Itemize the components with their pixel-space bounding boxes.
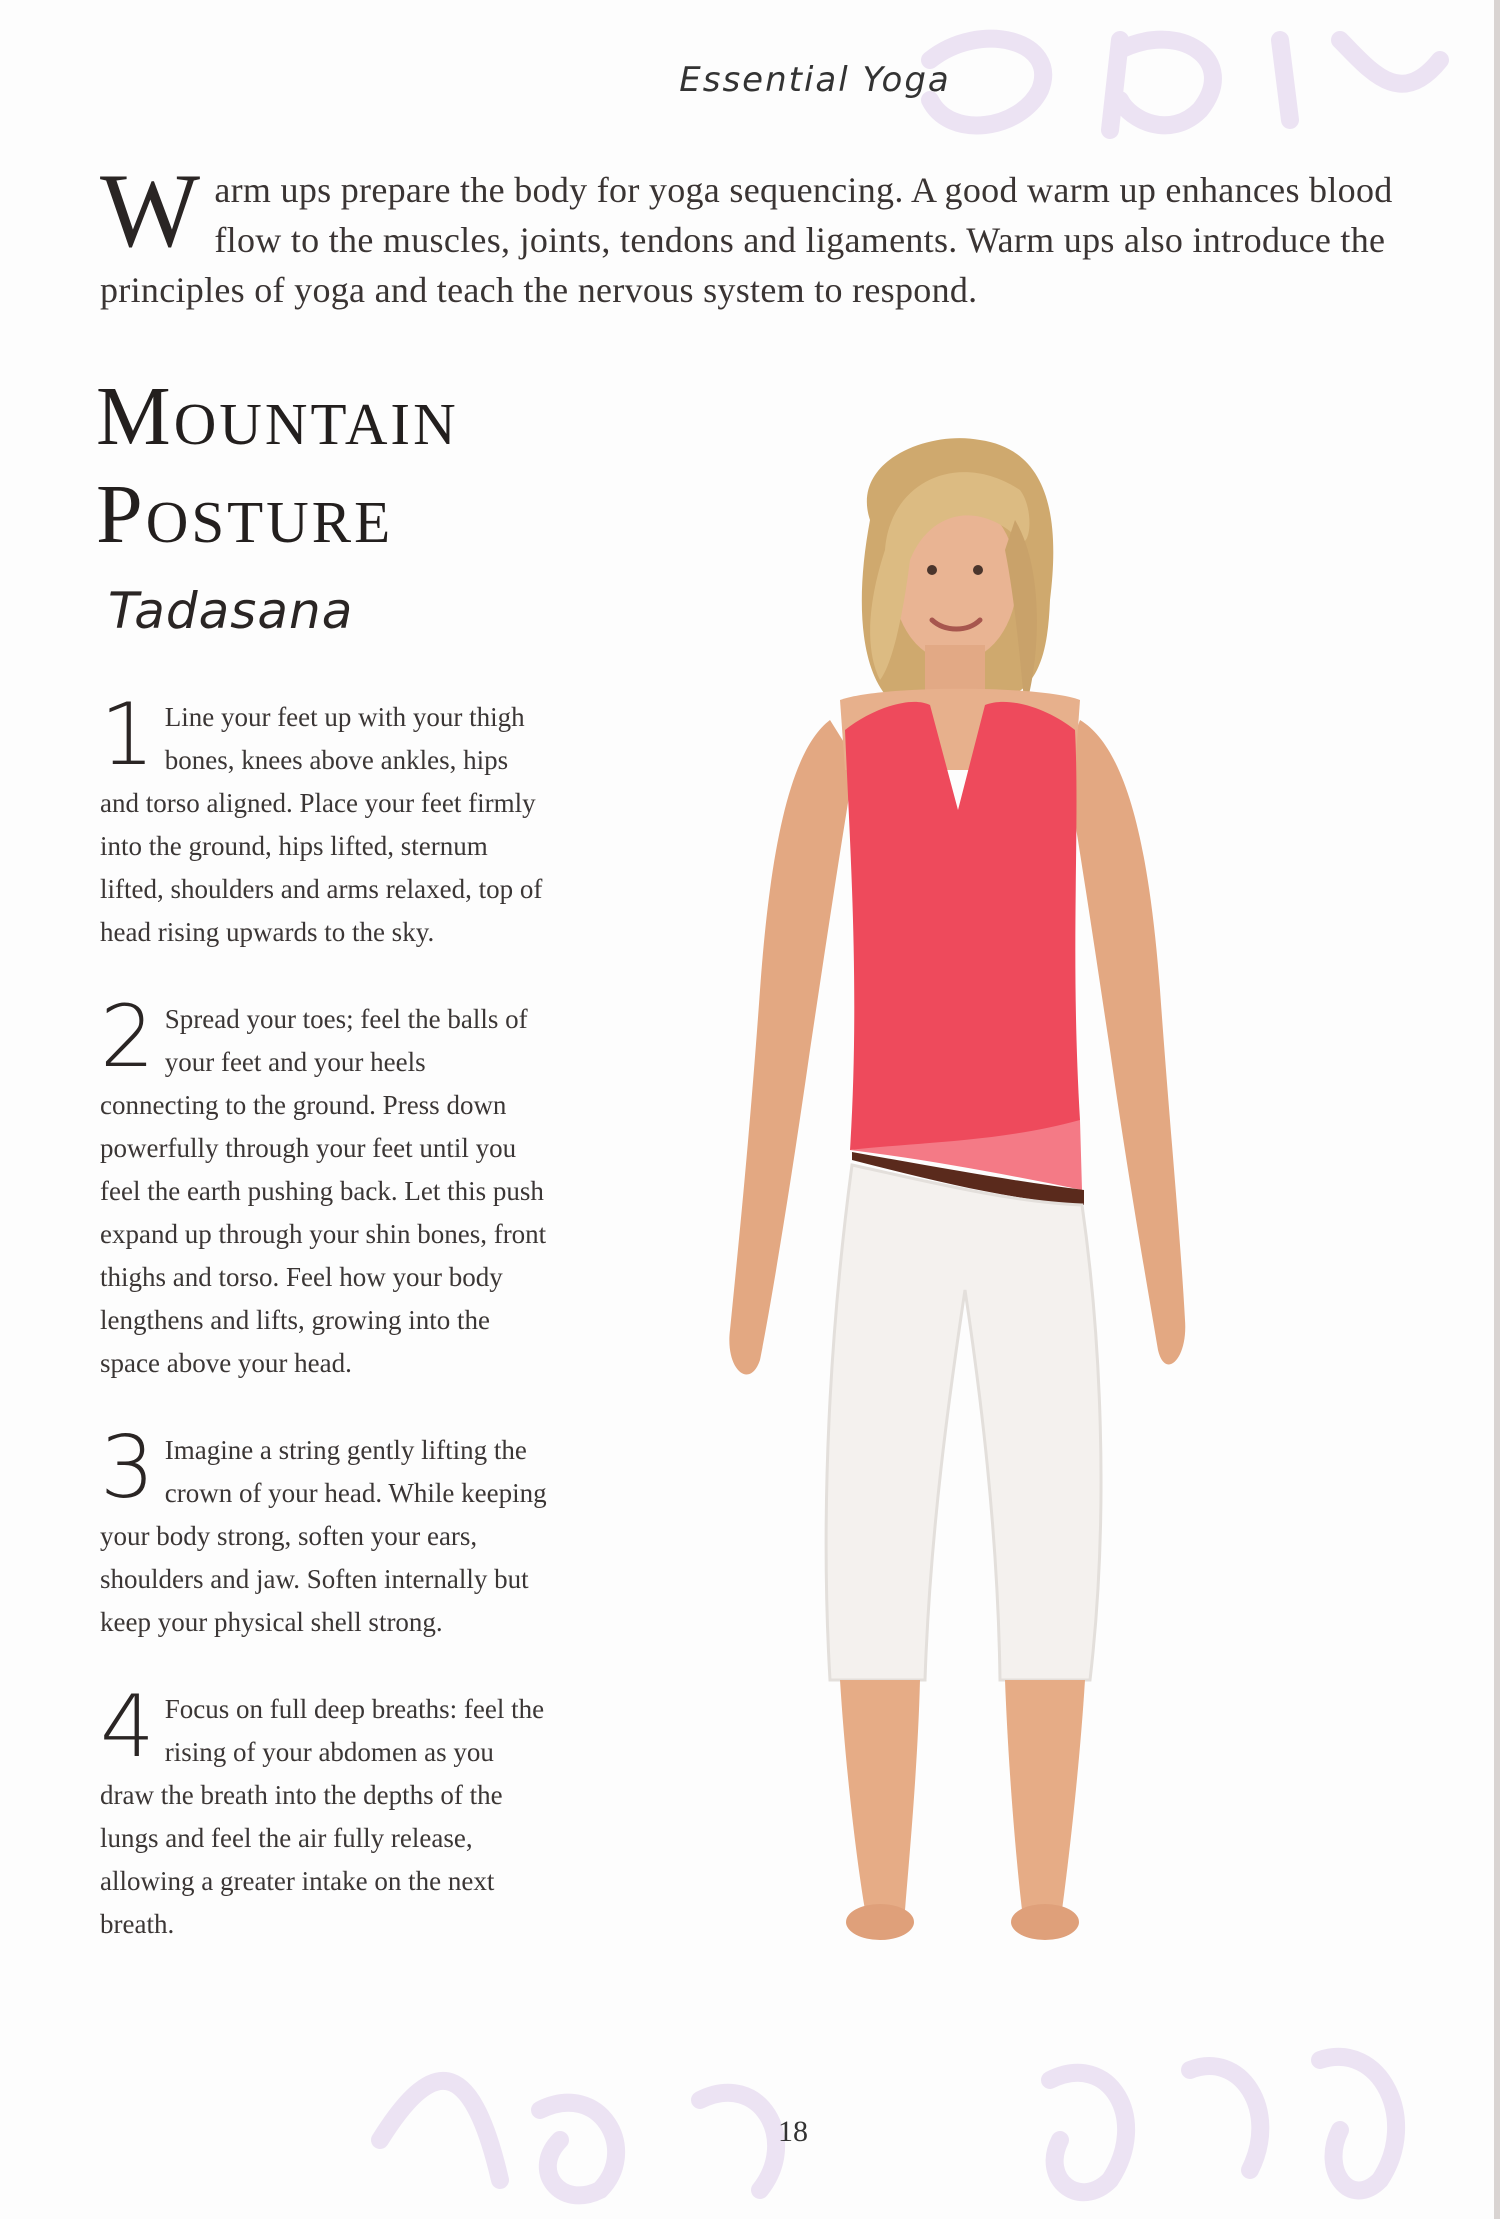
page-number: 18 [778,2115,808,2148]
intro-text: arm ups prepare the body for yoga sequencing. A good warm up enhances blood flow to the muscles, joints, tendons and ligaments. Warm ups also introduce the principles of yoga and teach the nervous system to respond. [100,170,1393,310]
right-leg [1005,1680,1085,1910]
left-leg [840,1680,920,1910]
eye-left [927,565,937,575]
instruction-step [100,685,550,954]
running-head: Essential Yoga [679,60,951,100]
intro-paragraph [100,152,1440,315]
instruction-step [100,1418,550,1644]
step-text: Spread your toes; feel the balls of your feet and your heels connecting to the ground. Press down powerfully through your feet until you feel the earth pushing back. Let this push expand up through your shin bones, front thighs and torso. Feel how your body lengthens and lifts, growing into the space above your head. [100,1004,547,1378]
step-number: 3 [100,1418,155,1518]
step-number: 4 [100,1677,155,1777]
instruction-step [100,1677,550,1946]
pose-sanskrit-name: Tadasana [108,582,354,640]
step-text: Focus on full deep breaths: feel the rising of your abdomen as you draw the breath into the depths of the lungs and feel the air fully release, allowing a greater intake on the next breath. [100,1694,545,1939]
pose-title [96,368,459,564]
right-foot [1011,1904,1079,1940]
left-foot [846,1904,914,1940]
pose-title-line-2: Posture [96,468,394,561]
step-text: Imagine a string gently lifting the crown of your head. While keeping your body strong, soften your ears, shoulders and jaw. Soften internally but keep your physical shell strong. [100,1435,547,1637]
white-capri-pants [826,1165,1101,1680]
eye-right [973,565,983,575]
instruction-steps [100,685,550,1990]
step-number: 1 [100,685,155,785]
pink-tank-top [845,702,1080,1160]
step-number: 2 [100,987,155,1087]
drop-cap: W [100,152,201,269]
page-edge-shadow [1494,0,1500,2219]
pose-title-line-1: Mountain [96,370,459,463]
instruction-step [100,987,550,1385]
step-text: Line your feet up with your thigh bones, knees above ankles, hips and torso aligned. Place your feet firmly into the ground, hips lifted, sternum lifted, shoulders and arms relaxed, top of head rising upwards to the sky. [100,702,543,947]
left-arm [729,720,855,1374]
yoga-model-photo [680,430,1240,1970]
